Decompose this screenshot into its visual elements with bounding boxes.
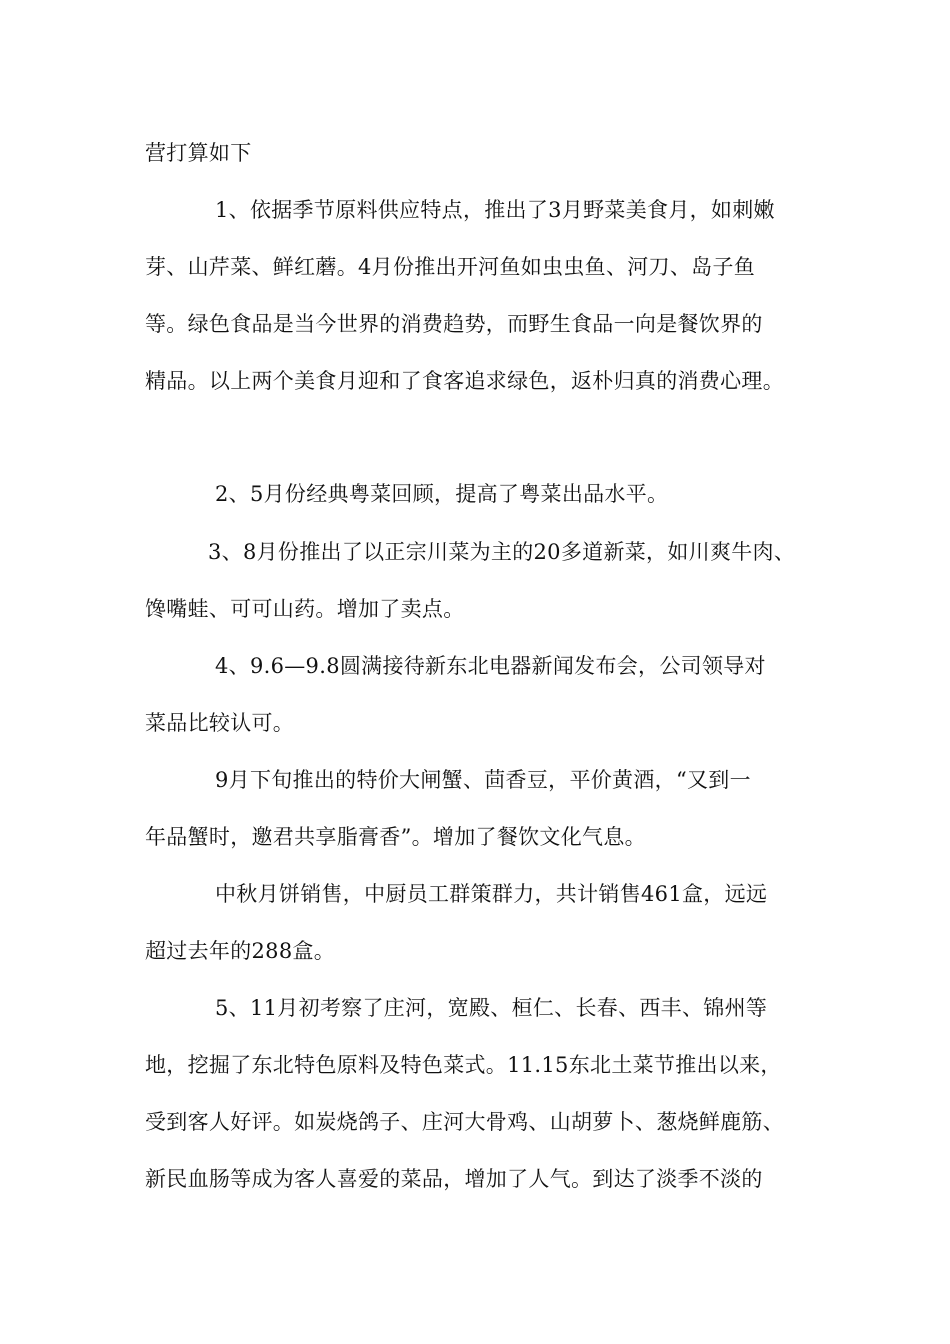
text-line: 5、11月初考察了庄河，宽殿、桓仁、长春、西丰、锦州等 (215, 996, 768, 1020)
text-line: 3、8月份推出了以正宗川菜为主的20多道新菜，如川爽牛肉、 (208, 540, 796, 564)
text-line: 年品蟹时，邀君共享脂膏香”。增加了餐饮文化气息。 (145, 825, 646, 849)
text-line: 9月下旬推出的特价大闸蟹、茴香豆，平价黄酒，“又到一 (215, 768, 751, 792)
text-line: 菜品比较认可。 (145, 711, 295, 735)
text-line: 受到客人好评。如炭烧鸽子、庄河大骨鸡、山胡萝卜、葱烧鲜鹿筋、 (145, 1110, 784, 1134)
text-line: 芽、山芹菜、鲜红蘑。4月份推出开河鱼如虫虫鱼、河刀、岛子鱼 (145, 255, 756, 279)
text-line: 等。绿色食品是当今世界的消费趋势，而野生食品一向是餐饮界的 (145, 312, 763, 336)
text-line: 中秋月饼销售，中厨员工群策群力，共计销售461盒，远远 (215, 882, 768, 906)
text-line: 超过去年的288盒。 (145, 939, 336, 963)
text-line: 2、5月份经典粤菜回顾，提高了粤菜出品水平。 (215, 482, 669, 506)
text-line: 地，挖掘了东北特色原料及特色菜式。11.15东北土菜节推出以来， (145, 1053, 782, 1077)
text-line: 新民血肠等成为客人喜爱的菜品，增加了人气。到达了淡季不淡的 (145, 1167, 763, 1191)
text-line: 营打算如下 (145, 141, 252, 165)
text-line: 1、依据季节原料供应特点，推出了3月野菜美食月，如刺嫩 (215, 198, 775, 222)
text-line: 4、9.6—9.8圆满接待新东北电器新闻发布会，公司领导对 (215, 654, 766, 678)
text-line: 精品。以上两个美食月迎和了食客追求绿色，返朴归真的消费心理。 (145, 369, 784, 393)
text-line: 馋嘴蛙、可可山药。增加了卖点。 (145, 597, 465, 621)
